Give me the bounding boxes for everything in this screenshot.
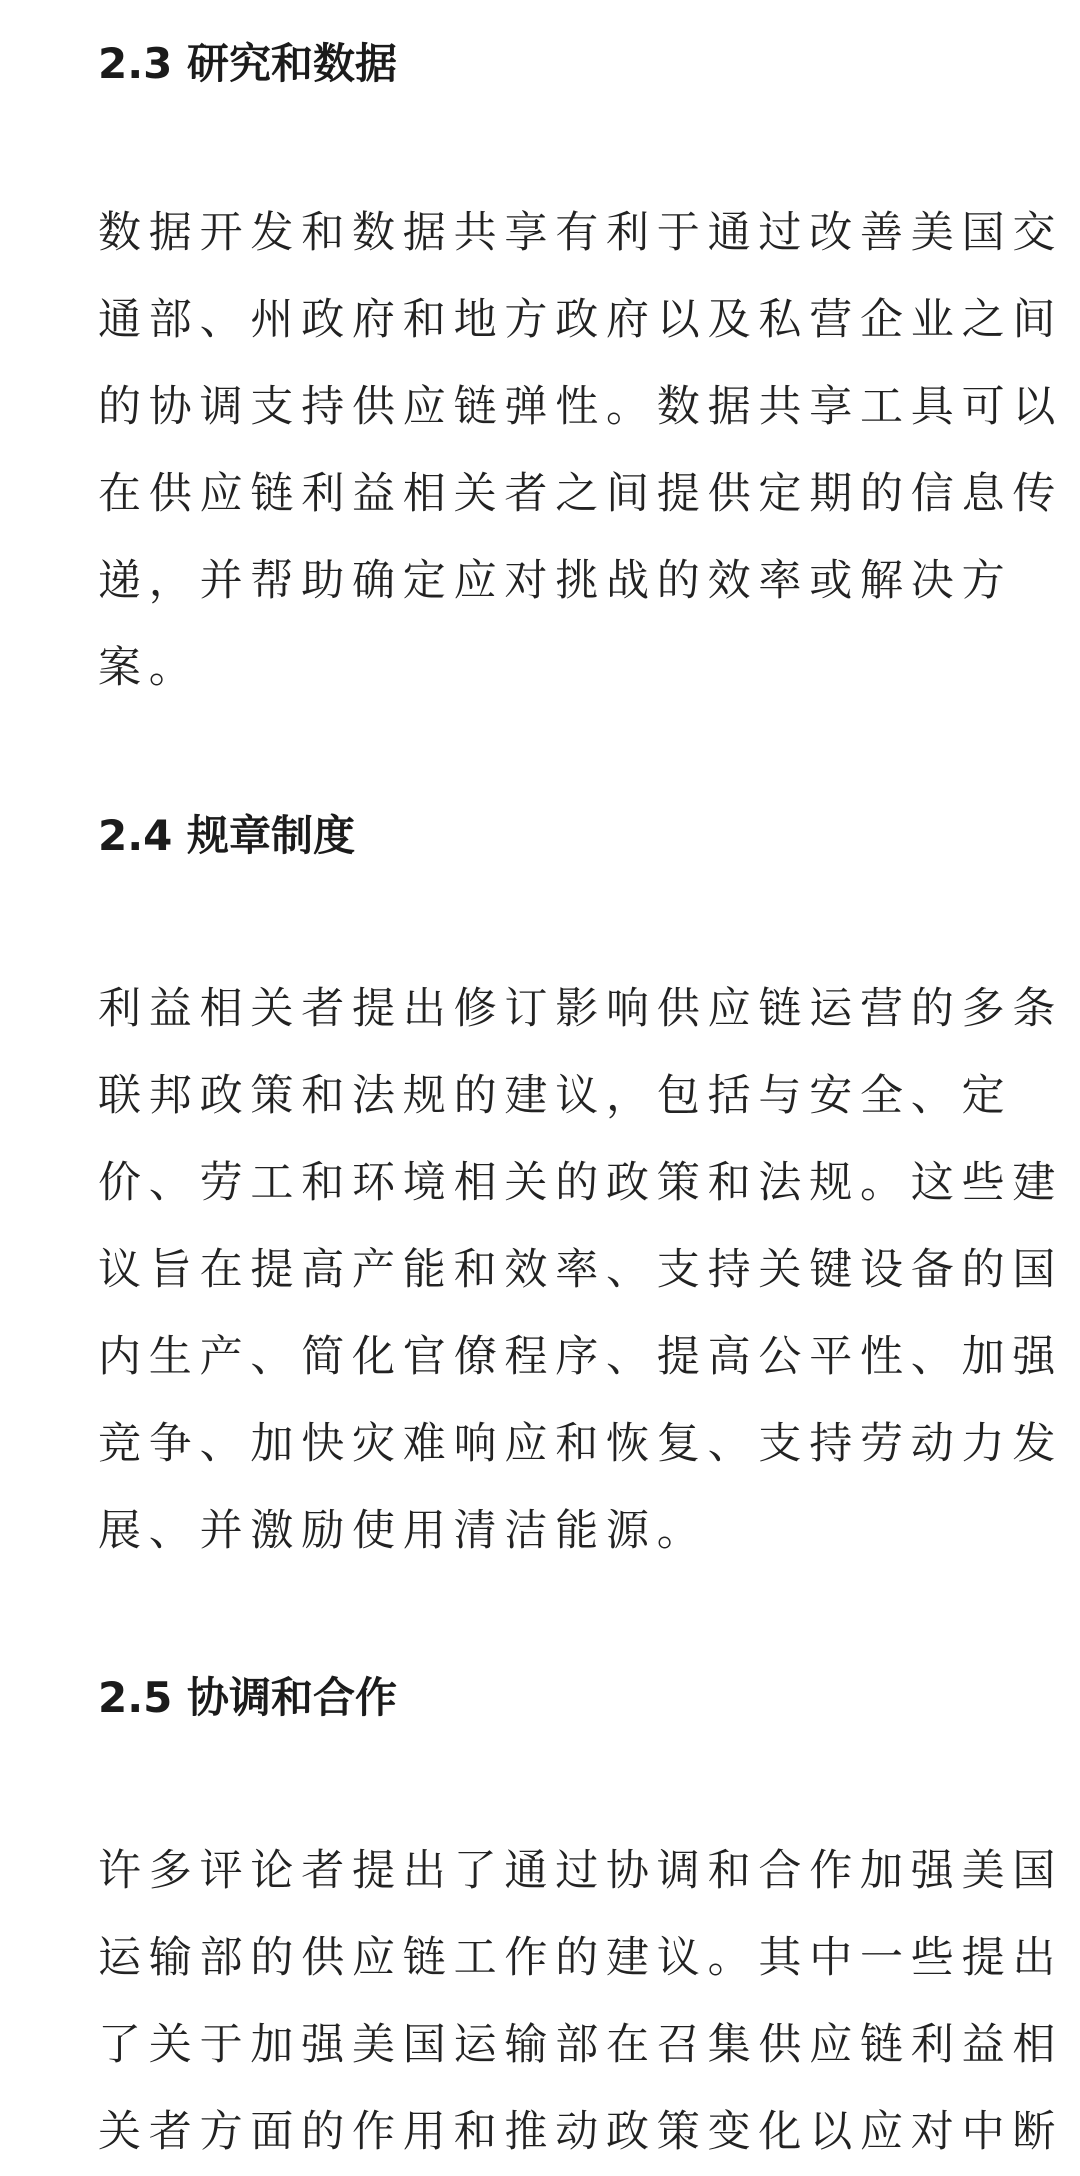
paragraph-line: 数据开发和数据共享有利于通过改善美国交: [98, 208, 1064, 258]
paragraph-line: 在供应链利益相关者之间提供定期的信息传: [98, 469, 1064, 519]
paragraph-line: 案。: [98, 643, 200, 693]
paragraph-line: 价、劳工和环境相关的政策和法规。这些建: [98, 1158, 1064, 1208]
section-paragraph-2-3: [98, 190, 1064, 712]
paragraph-line: 联邦政策和法规的建议，包括与安全、定: [98, 1071, 1013, 1121]
paragraph-line: 运输部的供应链工作的建议。其中一些提出: [98, 1933, 1064, 1983]
paragraph-line: 通部、州政府和地方政府以及私营企业之间: [98, 295, 1064, 345]
section-paragraph-2-4: [98, 966, 1064, 1575]
paragraph-line: 利益相关者提出修订影响供应链运营的多条: [98, 984, 1064, 1034]
paragraph-line: 的协调支持供应链弹性。数据共享工具可以: [98, 382, 1064, 432]
paragraph-line: 关者方面的作用和推动政策变化以应对中断: [98, 2107, 1064, 2157]
paragraph-line: 递，并帮助确定应对挑战的效率或解决方: [98, 556, 1013, 606]
paragraph-line: 竞争、加快灾难响应和恢复、支持劳动力发: [98, 1419, 1064, 1469]
paragraph-line: 内生产、简化官僚程序、提高公平性、加强: [98, 1332, 1064, 1382]
section-heading-2-5: 2.5 协调和合作: [98, 1673, 398, 1722]
paragraph-line: 议旨在提高产能和效率、支持关键设备的国: [98, 1245, 1064, 1295]
section-heading-2-3: 2.3 研究和数据: [98, 39, 398, 88]
paragraph-line: 了关于加强美国运输部在召集供应链利益相: [98, 2020, 1064, 2070]
paragraph-line: 许多评论者提出了通过协调和合作加强美国: [98, 1846, 1064, 1896]
section-paragraph-2-5: [98, 1828, 1064, 2176]
section-heading-2-4: 2.4 规章制度: [98, 811, 356, 860]
paragraph-line: 展、并激励使用清洁能源。: [98, 1506, 708, 1556]
